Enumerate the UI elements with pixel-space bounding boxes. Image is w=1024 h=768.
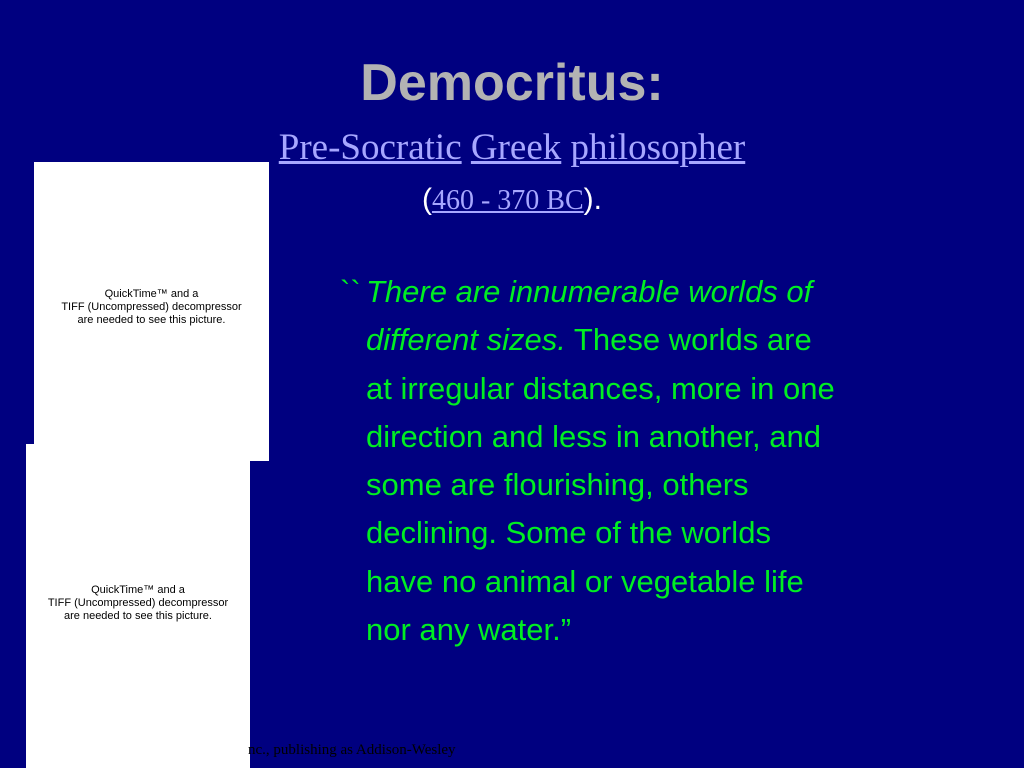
footer-copyright: nc., publishing as Addison-Wesley [248, 742, 456, 758]
link-pre-socratic[interactable]: Pre-Socratic [278, 127, 462, 168]
quote-lead: There are innumerable worlds of [366, 274, 813, 309]
dates-close-paren: ). [583, 183, 602, 216]
quote-open-mark: `` [340, 274, 361, 309]
quote-text: nor any water.” [366, 612, 572, 648]
placeholder-line: QuickTime™ and a [91, 584, 185, 596]
dates-open-paren: ( [421, 183, 432, 216]
quote-text: These worlds are [565, 322, 812, 358]
link-dates[interactable]: 460 - 370 BC [431, 185, 584, 216]
placeholder-line: TIFF (Uncompressed) decompressor [61, 301, 242, 313]
link-philosopher[interactable]: philosopher [570, 127, 746, 168]
image-placeholder-bottom [26, 444, 250, 768]
link-greek[interactable]: Greek [470, 127, 562, 168]
quote-text: at irregular distances, more in one [366, 370, 835, 406]
quote-lead: different sizes. [366, 322, 566, 358]
placeholder-line: are needed to see this picture. [77, 314, 226, 326]
placeholder-line: QuickTime™ and a [104, 288, 199, 300]
quote-text: have no animal or vegetable life [366, 563, 804, 599]
quote-block [340, 268, 996, 654]
slide-title: Democritus: [360, 54, 664, 112]
quote-text: some are flourishing, others [366, 467, 749, 503]
quote-text: direction and less in another, and [366, 418, 821, 454]
placeholder-line: TIFF (Uncompressed) decompressor [47, 597, 229, 609]
placeholder-message [26, 584, 250, 623]
quote-text: declining. Some of the worlds [366, 515, 771, 551]
placeholder-line: are needed to see this picture. [64, 610, 212, 622]
image-placeholder-top [34, 162, 269, 461]
placeholder-message [34, 288, 269, 327]
